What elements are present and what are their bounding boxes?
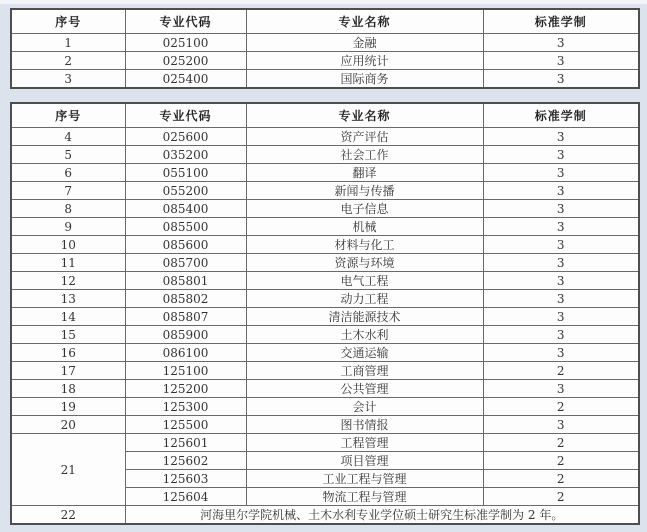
table-cell: 3: [483, 52, 639, 70]
table-row: [11, 272, 639, 290]
table-cell: 新闻与传播: [246, 182, 483, 200]
table-cell: 14: [11, 308, 125, 326]
table-cell: 翻译: [246, 164, 483, 182]
table-cell: 18: [11, 380, 125, 398]
table-row: [11, 380, 639, 398]
table-cell: 3: [483, 128, 639, 146]
table-cell: 2: [483, 398, 639, 416]
table-cell: 3: [483, 146, 639, 164]
table-cell: 3: [483, 218, 639, 236]
table-row: [11, 70, 639, 89]
program-table-1: [10, 8, 640, 89]
table-cell: 公共管理: [246, 380, 483, 398]
table-cell: 3: [483, 34, 639, 52]
page-top-strip: [0, 0, 647, 4]
table-cell: 3: [483, 164, 639, 182]
table-cell: 19: [11, 398, 125, 416]
table-cell: 085801: [125, 272, 246, 290]
table-cell: 025200: [125, 52, 246, 70]
column-header: 专业代码: [125, 103, 246, 128]
table-row: [11, 164, 639, 182]
table-body: [11, 128, 639, 525]
table-cell: 1: [11, 34, 125, 52]
table-cell: 12: [11, 272, 125, 290]
table-row: [11, 52, 639, 70]
table-cell: 社会工作: [246, 146, 483, 164]
table-cell: 会计: [246, 398, 483, 416]
table-cell: 3: [483, 326, 639, 344]
table-cell: 应用统计: [246, 52, 483, 70]
table-cell: 085900: [125, 326, 246, 344]
column-header: 序号: [11, 103, 125, 128]
table-body: [11, 34, 639, 89]
table-cell: 工商管理: [246, 362, 483, 380]
table-cell: 工业工程与管理: [246, 470, 483, 488]
table-cell: 电气工程: [246, 272, 483, 290]
table-cell: 河海里尔学院机械、土木水利专业学位硕士研究生标准学制为 2 年。: [125, 506, 639, 525]
table-cell: 055200: [125, 182, 246, 200]
table-cell: 国际商务: [246, 70, 483, 89]
table-header-row: [11, 9, 639, 34]
table-row: [11, 416, 639, 434]
table-cell: 085700: [125, 254, 246, 272]
table-cell: 3: [483, 290, 639, 308]
table-row: [11, 254, 639, 272]
table-cell: 机械: [246, 218, 483, 236]
table-cell: 20: [11, 416, 125, 434]
program-table-2: [10, 102, 640, 525]
table-cell: 8: [11, 200, 125, 218]
table-cell: 7: [11, 182, 125, 200]
table-cell: 资源与环境: [246, 254, 483, 272]
table-cell: 085600: [125, 236, 246, 254]
table-row: [11, 146, 639, 164]
table-cell: 3: [483, 182, 639, 200]
table-cell: 2: [11, 52, 125, 70]
table-cell: 125604: [125, 488, 246, 506]
column-header: 序号: [11, 9, 125, 34]
table-cell: 025100: [125, 34, 246, 52]
table-cell: 9: [11, 218, 125, 236]
table-cell: 22: [11, 506, 125, 525]
table-header-row: [11, 103, 639, 128]
table-cell: 2: [483, 470, 639, 488]
table-row: [11, 236, 639, 254]
table-cell: 085400: [125, 200, 246, 218]
table-cell: 2: [483, 488, 639, 506]
table-cell: 125500: [125, 416, 246, 434]
table-cell: 10: [11, 236, 125, 254]
table-cell: 项目管理: [246, 452, 483, 470]
column-header: 标准学制: [483, 103, 639, 128]
table-cell: 材料与化工: [246, 236, 483, 254]
table-cell: 125602: [125, 452, 246, 470]
table-cell: 资产评估: [246, 128, 483, 146]
table-cell: 085807: [125, 308, 246, 326]
table-row: [11, 308, 639, 326]
table-cell: 3: [483, 344, 639, 362]
table-row: [11, 34, 639, 52]
table-cell: 3: [483, 236, 639, 254]
table-cell: 055100: [125, 164, 246, 182]
table-cell: 3: [483, 380, 639, 398]
table-cell: 6: [11, 164, 125, 182]
table-row: [11, 290, 639, 308]
table-cell: 3: [11, 70, 125, 89]
table-cell: 15: [11, 326, 125, 344]
table-cell: 2: [483, 434, 639, 452]
table-cell: 动力工程: [246, 290, 483, 308]
table-cell: 125300: [125, 398, 246, 416]
table-cell: 3: [483, 416, 639, 434]
table-cell: 3: [483, 308, 639, 326]
table-cell: 图书情报: [246, 416, 483, 434]
table-cell: 3: [483, 254, 639, 272]
table-cell: 3: [483, 272, 639, 290]
column-header: 专业名称: [246, 9, 483, 34]
table-cell: 土木水利: [246, 326, 483, 344]
table-cell: 085500: [125, 218, 246, 236]
table-cell: 125601: [125, 434, 246, 452]
table-row: [11, 398, 639, 416]
table-row: [11, 218, 639, 236]
column-header: 专业代码: [125, 9, 246, 34]
table-cell: 电子信息: [246, 200, 483, 218]
table-cell: 035200: [125, 146, 246, 164]
table-cell: 3: [483, 70, 639, 89]
table-row: [11, 128, 639, 146]
table-cell: 13: [11, 290, 125, 308]
table-row: [11, 326, 639, 344]
table-cell: 16: [11, 344, 125, 362]
table-cell: 4: [11, 128, 125, 146]
table-cell: 125603: [125, 470, 246, 488]
table-cell: 2: [483, 452, 639, 470]
column-header: 标准学制: [483, 9, 639, 34]
table-cell: 工程管理: [246, 434, 483, 452]
table-cell: 5: [11, 146, 125, 164]
table-cell: 085802: [125, 290, 246, 308]
table-cell: 21: [11, 434, 125, 506]
column-header: 专业名称: [246, 103, 483, 128]
table-cell: 交通运输: [246, 344, 483, 362]
table-cell: 金融: [246, 34, 483, 52]
table-cell: 025600: [125, 128, 246, 146]
table-cell: 物流工程与管理: [246, 488, 483, 506]
table-cell: 2: [483, 362, 639, 380]
table-row: [11, 506, 639, 525]
table-row: [11, 344, 639, 362]
table-cell: 125200: [125, 380, 246, 398]
table-cell: 3: [483, 200, 639, 218]
table-row: [11, 362, 639, 380]
table-cell: 清洁能源技术: [246, 308, 483, 326]
table-row: [11, 182, 639, 200]
table-cell: 025400: [125, 70, 246, 89]
table-cell: 11: [11, 254, 125, 272]
table-cell: 17: [11, 362, 125, 380]
table-cell: 125100: [125, 362, 246, 380]
table-row: [11, 200, 639, 218]
table-row: [11, 434, 639, 452]
table-cell: 086100: [125, 344, 246, 362]
